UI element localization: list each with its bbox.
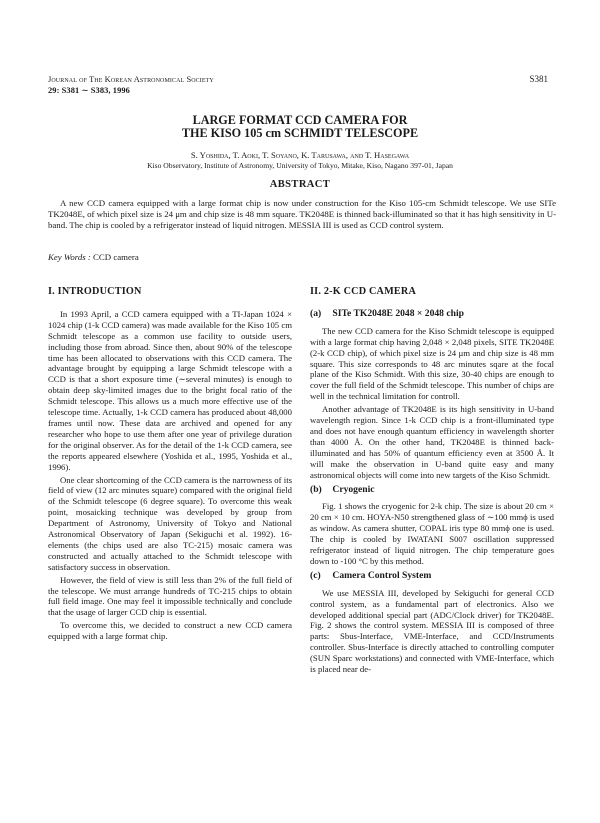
keywords-label: Key Words :	[48, 252, 91, 262]
journal-name: Journal of The Korean Astronomical Society	[48, 75, 214, 84]
intro-paragraph-1: In 1993 April, a CCD camera equipped with a TI-Japan 1024 × 1024 chip (1-k CCD camera) was made available for the Kiso 105 cm Schmidt telescope as a common use facility to outside users, including those from abroad. Since then, about 90% of the telescope time has been allocated to observations with this CCD camera. The advantage brought by equipping a large Schmidt telescope with a CCD is that a short exposure time (∼several minutes) is enough to obtain deep sky-limited images due to the bright focal ratio of the Schmidt telescope. This allows us a much more effective use of the telescope time. Actually, 1-k CCD camera has produced about 48,000 frames until now. These data are archived and opened for any researcher who hope to use them after one year of privilege duration for the original observer. As for the detail of the 1-k CCD camera, see the reports appeared elsewhere (Yoshida et al., 1995, Yoshida et al., 1996).	[48, 308, 292, 472]
paper-title	[0, 114, 600, 140]
intro-paragraph-4: To overcome this, we decided to construct a new CCD camera equipped with a large format chip.	[48, 620, 292, 642]
intro-paragraph-2: One clear shortcoming of the CCD camera is the narrowness of its field of view (12 arc minutes square) compared with the original field of the Schmidt telescope (6 degree square). To overcome this weak point, mosaicking technique was developed by group from Department of Astronomy, University of Tokyo and National Astronomical Observatory of Japan (Sekiguchi et al. 1992). 16-elements (the chips used are also TC-215) mosaic camera was constructed and actually attached to the Schmidt telescope with satisfactory success in observation.	[48, 474, 292, 572]
affiliation: Kiso Observatory, Institute of Astronomy, University of Tokyo, Mitake, Kiso, Nagano 397-01, Japan	[147, 161, 453, 170]
subsection-title-b: Cryogenic	[332, 483, 375, 495]
abstract-text: A new CCD camera equipped with a large format chip is now under construction for the Kiso 105-cm Schmidt telescope. We use SITe TK2048E, of which pixel size is 24 μm and chip size is 48 mm square. TK2048E is thinned back-illuminated so that it has high sensitivity in U-band. The chip is cooled by a refrigerator instead of liquid nitrogen. MESSIA III is used as CCD control system.	[48, 198, 556, 231]
section-heading-camera: II. 2-K CCD CAMERA	[310, 286, 417, 297]
subsection-heading-control	[310, 571, 554, 582]
abstract-heading: ABSTRACT	[269, 179, 331, 190]
subsection-heading-chip	[310, 309, 554, 320]
section-heading-introduction: I. INTRODUCTION	[48, 286, 142, 297]
right-column	[310, 287, 554, 677]
control-paragraph-1: We use MESSIA III, developed by Sekiguchi for general CCD control system, as a fundamental part of electronics. Also we developed additional special part (ADC/Clock driver) for TK2048E. Fig. 2 shows the control system. MESSIA III is composed of three parts: Sbus-Interface, VME-Interface, and CCD/Instruments controller. Sbus-Interface is directly attached to controlling computer (SUN Sparc workstations) and connected with VME-Interface, which is placed near de-	[310, 587, 554, 675]
title-line-2: THE KISO 105 cm SCHMIDT TELESCOPE	[181, 126, 419, 140]
chip-paragraph-2: Another advantage of TK2048E is its high sensitivity in U-band wavelength region. Since 1-k CCD chip is a front-illuminated type and does not have enough quantum efficiency in wavelength shorter than 4000 Å. On the other hand, TK2048E is thinned back-illuminated and has 50% of quantum efficiency even at 3500 Å. It will make the observation in U-band quite easy and many astronomical objects will come into new targets of the Kiso Schmidt.	[310, 404, 554, 480]
subsection-label-b: (b)	[310, 483, 322, 495]
subsection-title-c: Camera Control System	[332, 569, 432, 581]
keywords	[48, 252, 139, 262]
journal-header	[48, 74, 214, 96]
subsection-heading-cryogenic	[310, 485, 554, 496]
journal-volume: 29: S381 ∼ S383, 1996	[48, 86, 130, 95]
keywords-value: CCD camera	[93, 252, 139, 262]
intro-paragraph-3: However, the field of view is still less than 2% of the full field of the telescope. We must arrange hundreds of TC-215 chips to obtain full field image. One may feel it impossible technically and conclude that the usage of larger CCD chip is essential.	[48, 574, 292, 618]
page-number: S381	[529, 74, 548, 84]
subsection-label-c: (c)	[310, 569, 321, 581]
author-list: S. Yoshida, T. Aoki, T. Soyano, K. Tarusawa, and T. Hasegawa	[190, 150, 410, 160]
subsection-label-a: (a)	[310, 307, 322, 319]
subsection-title-a: SITe TK2048E 2048 × 2048 chip	[332, 307, 464, 319]
chip-paragraph-1: The new CCD camera for the Kiso Schmidt telescope is equipped with a large format chip having 2,048 × 2,048 pixels, SITE TK2048E (2-k CCD chip), of which pixel size is 24 μm and chip size is 48 mm square. This size corresponds to 48 arc minutes sqare at the focal plane of the Kiso Schmidt. With this size, 30-40 chips are enough to cover the full field of the Schmidt telescope. This number of chips are well in the technical limitation for controll.	[310, 325, 554, 402]
title-line-1: LARGE FORMAT CCD CAMERA FOR	[192, 113, 408, 127]
cryogenic-paragraph-1: Fig. 1 shows the cryogenic for 2-k chip. The size is about 20 cm × 20 cm × 10 cm. HOYA-N50 strengthened glass of ∼100 mmϕ is used as window. As camera shutter, COPAL iris type 80 mmϕ one is used. The chip is cooled by IWATANI S007 oscillation suppressed refrigerator instead of liquid nitrogen. The chip temperature goes down to -100 °C by this method.	[310, 501, 554, 566]
left-column	[48, 287, 292, 644]
